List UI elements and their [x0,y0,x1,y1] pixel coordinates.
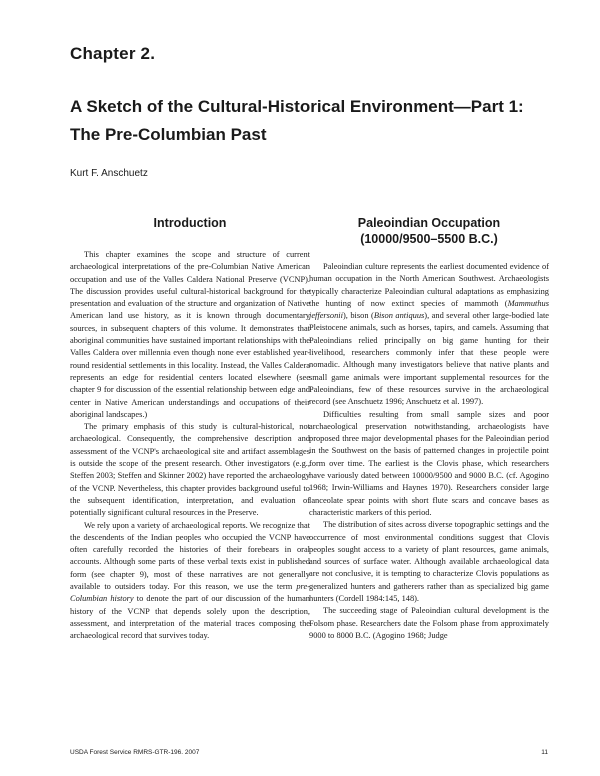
title-line-2: The Pre-Columbian Past [70,125,267,144]
chapter-label: Chapter 2. [70,44,156,63]
italic-species: Bison antiquus [373,311,425,321]
paragraph: Difficulties resulting from small sample sizes and poor archaeological preservation notwithstanding, archaeologists have proposed three major developmental phases for the Paleoindian period in the Southwest on the basis of patterned changes in projectile point form over time. The earliest is the Clovis phase, which researchers have variously dated between 10000/9500 and 9000 B.C. (cf. Agogino 1968; Irwin-Williams and Haynes 1970). Researchers consider large lanceolate spear points with short flute scars and concave bases as characteristic markers of this period. [309,409,549,517]
footer-citation: USDA Forest Service RMRS-GTR-196. 2007 [70,749,200,756]
paragraph [70,520,310,643]
section-heading-paleoindian [309,215,549,247]
paragraph: The primary emphasis of this study is cultural-historical, not archaeological. Consequently, the comprehensive description and assessment of the VCNP's archaeological site and artifact assemblages is outside the scope of the present research. Other investigators (e.g., Steffen 2003; Steffen and Skinner 2002) have reported the archaeology of the VCNP. Nevertheless, this chapter provides background useful to the subsequent identification, interpretation, and evaluation of potentially significant cultural resources in the Preserve. [70,422,310,518]
author: Kurt F. Anschuetz [70,168,148,179]
right-column [309,215,549,642]
title-line-1: A Sketch of the Cultural-Historical Environment—Part 1: [70,97,524,116]
page-number: 11 [541,749,548,756]
paragraph [309,261,549,409]
paragraph: The distribution of sites across diverse topographic settings and the occurrence of most environmental conditions suggest that Clovis peoples sought access to a variety of plant resources, game animals, and sources of surface water. Although available archaeological data are not conclusive, it is tempting to characterize Clovis populations as generalized hunters and gatherers rather than as specialized big game hunters (Cordell 1984:145, 148). [309,520,549,604]
italic-term: pre-Columbian history [70,582,310,604]
heading-line-2: (10000/9500–5500 B.C.) [360,232,498,246]
text-run: ), bison ( [342,311,374,321]
text-run: to denote the part of our discussion of the human history of the VCNP that depends solely upon the description, assessment, and interpretation of the material traces composing the archaeological record that survives today. [70,594,310,641]
paragraph: The succeeding stage of Paleoindian cultural development is the Folsom phase. Researchers date the Folsom phase from approximately 9000 to 8000 B.C. (Agogino 1968; Judge [309,606,549,640]
section-heading-introduction: Introduction [153,216,227,230]
page-title [70,93,550,149]
left-column [70,215,310,643]
heading-line-1: Paleoindian Occupation [357,216,501,230]
italic-species: Mammuthus jeffersonii [309,298,549,321]
text-run: ), and several other large-bodied late Pleistocene animals, such as horses, tapirs, and camels. Assuming that Paleoindians relied principally on big game hunting for their livelihood, researchers commonly infer that these people were nomadic. Although many investigators believe that native plants and small game animals were important supplemental resources for the Paleoindians, few of these resources survive in the archaeological record (see Anschuetz 1996; Anschuetz et al. 1997). [309,311,550,407]
text-run: Paleoindian culture represents the earliest documented evidence of human occupation in the North American Southwest. Archaeologists typically characterize Paleoindian cultural adaptations as emphasizing the hunting of now extinct species of mammoth ( [309,262,549,308]
text-run: We rely upon a variety of archaeological reports. We recognize that the descendents of the Indian peoples who occupied the VCNP have often carefully recorded the histories of their forebears in oral accounts. Although some parts of these verbal texts exist in published form (see chapter 9), most of these narratives are not generally available to outsiders today. For this reason, we use the term [70,520,310,592]
paragraph: This chapter examines the scope and structure of current archaeological interpretations of the pre-Columbian Native American occupation and use of the Valles Caldera National Preserve (VCNP). The discussion provides useful cultural-historical background for the presentation and evaluation of the structure and organization of Native American land use history, as it is known through documentary sources, in subsequent chapters of this volume. It demonstrates that aboriginal communities have sustained important relationships with the Valles Caldera over millennia even though none ever established year-round residential settlements in this locality. Instead, the Valles Caldera represents an edge for residential centers located elsewhere (see chapter 9 for discussion of the essential relationship between edge and center in Native American understandings and occupations of their aboriginal landscapes.) [70,250,310,419]
